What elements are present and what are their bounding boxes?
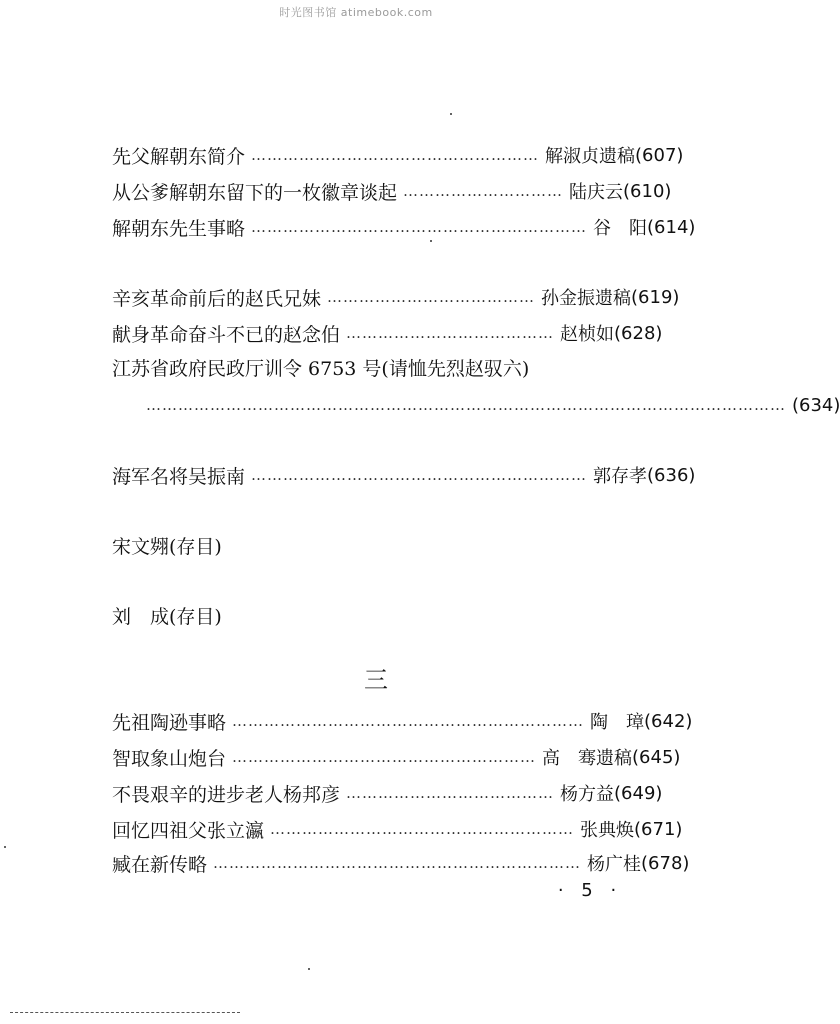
entry-title: 回忆四祖父张立瀛 [112,819,265,842]
toc-entry [112,778,663,808]
entry-title-stub: 宋文翙(存目) [112,536,222,558]
toc-entry [112,706,693,736]
section-heading: 三 [364,666,388,694]
entry-author: 陶 璋 [590,712,645,733]
dot-leader: ………………………………… [346,324,555,342]
toc-entry [112,742,681,772]
entry-author: 赵桢如 [560,324,615,345]
entry-title-stub: 刘 成(存目) [112,606,222,628]
entry-page: (607) [635,144,684,166]
toc-entry [112,814,683,844]
toc-entry [112,212,696,242]
entry-title: 先祖陶逊事略 [112,711,227,734]
entry-page: (645) [632,746,681,768]
dot-leader: ……………………………………………………… [251,466,588,484]
toc-entry [112,282,680,312]
entry-author: 高 骞遗稿 [542,748,633,769]
scan-speck [4,846,6,848]
entry-author: 张典焕 [580,820,635,841]
entry-title: 从公爹解朝东留下的一枚徽章谈起 [112,181,398,204]
dot-leader: ………………………………………………………… [232,712,585,730]
toc-entry [112,140,684,170]
entry-title: 智取象山炮台 [112,747,227,770]
entry-page: (619) [631,286,680,308]
entry-title: 献身革命奋斗不已的赵念伯 [112,323,341,346]
entry-author: 郭存孝 [593,466,648,487]
scan-speck [450,113,452,115]
entry-author: 孙金振遗稿 [541,288,632,309]
toc-entry [112,318,663,348]
entry-author: 陆庆云 [569,182,624,203]
toc-entry [112,460,696,490]
dot-leader: ……………………………………………………… [251,218,588,236]
entry-author: 杨广桂 [587,854,642,875]
entry-page: (642) [644,710,693,732]
scan-speck [430,240,432,242]
entry-page: (678) [641,852,690,874]
scan-speck [308,968,310,970]
entry-title: 不畏艰辛的进步老人杨邦彦 [112,783,341,806]
entry-page: (636) [647,464,696,486]
entry-title: 臧在新传略 [112,853,208,876]
toc-entry [112,848,690,878]
page-number: · 5 · [557,880,623,901]
entry-title: 解朝东先生事略 [112,217,246,240]
entry-page: (671) [634,818,683,840]
entry-page: (610) [623,180,672,202]
dot-leader: ………………………… [403,182,564,200]
watermark: 时光图书馆 atimebook.com [279,6,433,19]
entry-title: 辛亥革命前后的赵氏兄妹 [112,287,322,310]
entry-page: (649) [614,782,663,804]
entry-title-long: 江苏省政府民政厅训令 6753 号(请恤先烈赵驭六) [112,358,530,380]
entry-page: (628) [614,322,663,344]
dot-leader: ………………………………………………… [232,748,537,766]
dot-leader: ………………………………………………… [270,820,575,838]
dot-leader: ……………………………………………… [251,146,540,164]
entry-author: 解淑贞遗稿 [545,146,636,167]
dot-leader: ………………………………… [346,784,555,802]
entry-page: (614) [647,216,696,238]
toc-entry [112,176,672,206]
dot-leader: ………………………………………………………………………………………………………… [146,396,786,414]
entry-title: 先父解朝东简介 [112,145,246,168]
dot-leader: ………………………………… [327,288,536,306]
entry-author: 杨方益 [560,784,615,805]
entry-page: (634) [792,394,840,416]
entry-title: 海军名将吴振南 [112,465,246,488]
entry-author: 谷 阳 [593,218,648,239]
toc-entry-continuation [140,390,840,420]
dot-leader: …………………………………………………………… [213,854,582,872]
scan-edge-line [10,1012,240,1013]
